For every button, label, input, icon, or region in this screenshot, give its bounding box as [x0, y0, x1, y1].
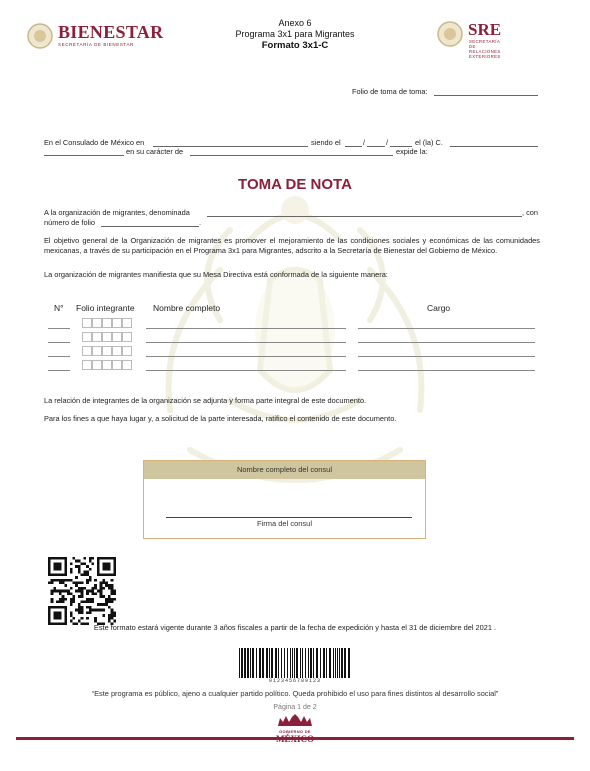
consulado-text-5: el (la) C.: [415, 138, 443, 147]
consulado-text-1: En el Consulado de México en: [44, 138, 145, 147]
row-folio-cell[interactable]: [122, 346, 132, 356]
crest-icon: [268, 712, 322, 728]
seal-icon: [26, 22, 54, 50]
org-text-b: , con: [522, 208, 539, 217]
signature-box: [143, 460, 426, 539]
anexo-label: Anexo 6: [278, 18, 312, 28]
bienestar-subtitle: SECRETARÍA DE BIENESTAR: [58, 42, 134, 47]
consul-name-field[interactable]: [450, 146, 538, 147]
seal-icon: [436, 20, 464, 48]
row-folio-cell[interactable]: [92, 360, 102, 370]
row-nombre-field[interactable]: [146, 356, 346, 357]
slash-2: /: [386, 138, 389, 147]
col-header-numero: N°: [54, 303, 64, 313]
col-header-folio: Folio integrante: [76, 303, 135, 313]
row-cargo-field[interactable]: [358, 342, 535, 343]
qr-code: [48, 557, 116, 625]
col-header-cargo: Cargo: [427, 303, 451, 313]
signature-line[interactable]: [166, 517, 412, 518]
row-folio-cell[interactable]: [112, 346, 122, 356]
org-text-c: número de folio: [44, 218, 95, 227]
sre-logo: [436, 20, 502, 59]
row-nombre-field[interactable]: [146, 370, 346, 371]
org-text-a: A la organización de migrantes, denominada: [44, 208, 190, 217]
folio-label: Folio de toma de toma:: [352, 87, 428, 96]
consul-name-cont-field[interactable]: [44, 155, 124, 156]
header-center: [195, 18, 395, 51]
signature-box-foot: Firma del consul: [256, 519, 313, 528]
sre-brand: SRE: [468, 20, 502, 39]
row-folio-cell[interactable]: [122, 332, 132, 342]
caracter-field[interactable]: [190, 155, 393, 156]
row-cargo-field[interactable]: [358, 328, 535, 329]
gobierno-label: GOBIERNO DE: [279, 729, 311, 734]
row-folio-cell[interactable]: [112, 332, 122, 342]
sre-subtitle: SECRETARÍA DE RELACIONES EXTERIORES: [469, 39, 501, 59]
row-folio-cell[interactable]: [92, 318, 102, 328]
bienestar-logo: [26, 22, 164, 55]
row-nombre-field[interactable]: [146, 328, 346, 329]
signature-box-head: Nombre completo del consul: [144, 461, 425, 479]
org-name-field[interactable]: [207, 216, 522, 217]
vigencia-text: Este formato estará vigente durante 3 años fiscales a partir de la fecha de expedición y hasta el 31 de diciembre del 2021 .: [93, 623, 497, 632]
row-folio-cell[interactable]: [122, 360, 132, 370]
row-folio-cell[interactable]: [102, 332, 112, 342]
month-field[interactable]: [367, 146, 385, 147]
org-text-d: .: [199, 218, 202, 227]
folio-field[interactable]: [434, 95, 538, 96]
bienestar-brand: BIENESTAR: [58, 22, 164, 42]
barcode: [237, 648, 353, 678]
formato-label: Formato 3x1-C: [261, 40, 329, 51]
row-numero-field[interactable]: [48, 356, 70, 357]
eagle-watermark: [130, 150, 460, 510]
ratifico-paragraph: Para los fines a que haya lugar y, a solicitud de la parte interesada, ratifico el contenido de este documento.: [44, 414, 397, 423]
row-folio-cell[interactable]: [82, 346, 92, 356]
row-folio-cell[interactable]: [82, 360, 92, 370]
day-field[interactable]: [345, 146, 362, 147]
org-folio-field[interactable]: [101, 226, 199, 227]
row-folio-cell[interactable]: [102, 318, 112, 328]
row-folio-cell[interactable]: [82, 332, 92, 342]
consulado-text-6: en su carácter de: [126, 147, 184, 156]
row-numero-field[interactable]: [48, 328, 70, 329]
col-header-nombre: Nombre completo: [153, 303, 221, 313]
row-folio-cell[interactable]: [102, 360, 112, 370]
objetivo-paragraph: El objetivo general de la Organización de migrantes es promover el mejoramiento de las condiciones sociales y económicas de las comunidades mexicanas, a través de su participación en el Programa 3x1 para Migrantes, adscrito a la Secretaría de Bienestar del Gobierno de México.: [44, 236, 540, 255]
row-folio-cell[interactable]: [92, 332, 102, 342]
consulado-text-2: siendo el: [311, 138, 341, 147]
mexico-label: MÉXICO: [276, 734, 314, 744]
consulado-text-7: expide la:: [396, 147, 428, 156]
relacion-paragraph: La relación de integrantes de la organización se adjunta y forma parte integral de este documento.: [44, 396, 367, 405]
slash-1: /: [363, 138, 366, 147]
row-cargo-field[interactable]: [358, 356, 535, 357]
row-folio-cell[interactable]: [112, 318, 122, 328]
row-nombre-field[interactable]: [146, 342, 346, 343]
row-folio-cell[interactable]: [92, 346, 102, 356]
page-title: TOMA DE NOTA: [238, 176, 352, 193]
row-numero-field[interactable]: [48, 342, 70, 343]
row-folio-cell[interactable]: [102, 346, 112, 356]
row-folio-cell[interactable]: [112, 360, 122, 370]
programa-label: Programa 3x1 para Migrantes: [235, 29, 355, 39]
row-folio-cell[interactable]: [122, 318, 132, 328]
disclaimer-text: “Este programa es público, ajeno a cualquier partido político. Queda prohibido el uso para fines distintos al desarrollo social”: [91, 689, 499, 698]
barcode-number: 0123456789123: [268, 678, 321, 684]
page-number: Página 1 de 2: [273, 704, 317, 711]
row-numero-field[interactable]: [48, 370, 70, 371]
gobierno-mexico-logo: [268, 712, 322, 752]
row-folio-cell[interactable]: [82, 318, 92, 328]
row-cargo-field[interactable]: [358, 370, 535, 371]
mesa-paragraph: La organización de migrantes manifiesta que su Mesa Directiva está conformada de la siguiente manera:: [44, 270, 388, 279]
